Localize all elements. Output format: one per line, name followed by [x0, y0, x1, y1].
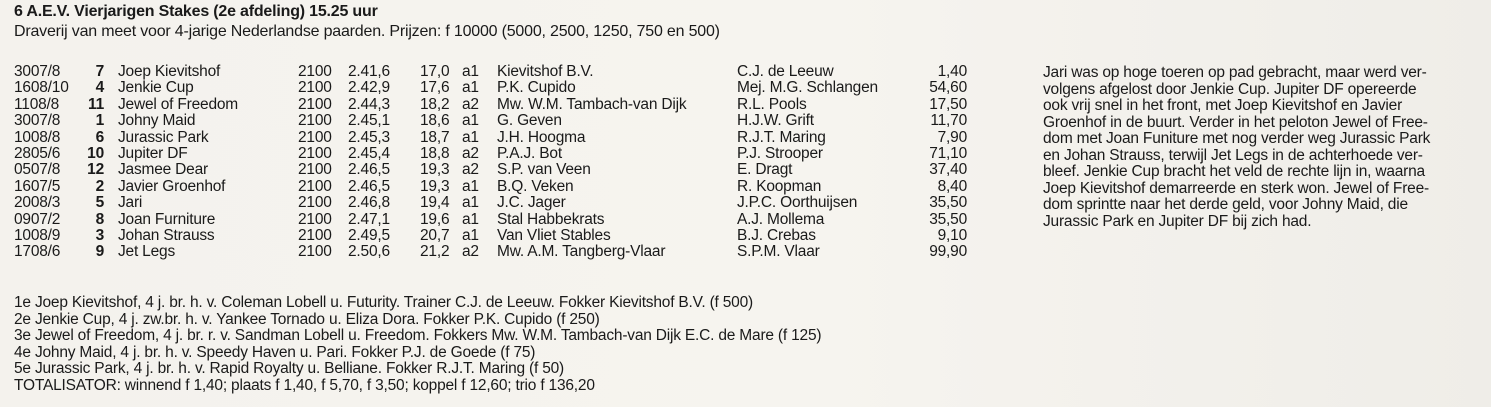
result-time: 2.50,6: [348, 243, 390, 261]
report-line: dom met Joan Funiture met nog verder weg Jurassic Park: [1043, 130, 1431, 147]
result-owner: B.Q. Veken: [497, 177, 574, 195]
placing-line: 4e Johny Maid, 4 j. br. h. v. Speedy Haven u. Pari. Fokker P.J. de Goede (f 75): [14, 343, 536, 361]
result-date: 3007/8: [14, 63, 61, 80]
result-distance: 2100: [298, 145, 332, 163]
result-number: 2: [95, 177, 104, 195]
result-code: a1: [462, 79, 479, 97]
result-horse: Johny Maid: [118, 112, 196, 130]
result-km-time: 18,8: [420, 145, 450, 163]
result-time: 2.47,1: [348, 210, 390, 228]
result-owner: G. Geven: [497, 112, 562, 130]
result-odds: 35,50: [929, 210, 967, 228]
result-odds: 11,70: [930, 112, 967, 130]
result-number: 12: [87, 161, 104, 179]
result-horse: Jari: [118, 194, 143, 212]
result-number: 1: [95, 112, 104, 130]
result-horse: Jenkie Cup: [118, 79, 194, 97]
table-row: [14, 97, 967, 113]
result-owner: P.A.J. Bot: [497, 145, 562, 163]
result-code: a1: [462, 128, 479, 146]
result-number: 6: [95, 128, 104, 146]
result-date: 1108/8: [14, 95, 60, 113]
result-owner: Kievitshof B.V.: [497, 63, 594, 80]
result-number: 3: [95, 227, 104, 245]
result-distance: 2100: [298, 243, 332, 261]
result-odds: 1,40: [937, 63, 967, 80]
race-title: 6 A.E.V. Vierjarigen Stakes (2e afdeling) 15.25 uur: [14, 3, 378, 20]
result-distance: 2100: [298, 210, 332, 228]
results-table: [14, 64, 967, 261]
result-driver: A.J. Mollema: [737, 210, 825, 228]
report-line: Jari was op hoge toeren op pad gebracht, maar werd ver-: [1043, 64, 1427, 81]
result-odds: 8,40: [937, 177, 967, 195]
report-line: Jurassic Park en Jupiter DF bij zich had.: [1043, 212, 1312, 230]
result-odds: 35,50: [929, 194, 967, 212]
result-time: 2.45,4: [348, 145, 390, 163]
result-date: 1607/5: [14, 177, 61, 195]
totalisator-line: TOTALISATOR: winnend f 1,40; plaats f 1,40, f 5,70, f 3,50; koppel f 12,60; trio f 136,20: [14, 376, 595, 394]
result-owner: Stal Habbekrats: [497, 210, 605, 228]
result-date: 2008/3: [14, 194, 61, 212]
result-km-time: 17,6: [420, 79, 450, 97]
placing-line: 2e Jenkie Cup, 4 j. zw.br. h. v. Yankee Tornado u. Eliza Dora. Fokker P.K. Cupido (f 250): [14, 310, 600, 328]
placing-line: 1e Joep Kievitshof, 4 j. br. h. v. Coleman Lobell u. Futurity. Trainer C.J. de Leeuw. Fokker Kievitshof B.V. (f 500): [14, 294, 753, 311]
result-odds: 71,10: [929, 145, 967, 163]
result-km-time: 18,7: [420, 128, 450, 146]
result-horse: Jasmee Dear: [118, 161, 208, 179]
result-owner: J.C. Jager: [497, 194, 566, 212]
result-driver: R.L. Pools: [737, 95, 807, 113]
result-distance: 2100: [298, 63, 332, 80]
result-driver: P.J. Strooper: [737, 145, 823, 163]
result-time: 2.49,5: [348, 227, 390, 245]
result-horse: Javier Groenhof: [118, 177, 226, 195]
result-distance: 2100: [298, 112, 332, 130]
report-line: bleef. Jenkie Cup bracht het veld de rechte lijn in, waarna: [1043, 163, 1425, 180]
result-number: 11: [88, 95, 104, 113]
table-row: [14, 162, 967, 178]
result-code: a2: [462, 161, 479, 179]
result-horse: Johan Strauss: [118, 227, 215, 245]
result-time: 2.45,3: [348, 128, 390, 146]
result-code: a1: [462, 177, 479, 195]
table-row: [14, 80, 967, 96]
report-line: en Johan Strauss, terwijl Jet Legs in de achterhoede ver-: [1043, 146, 1423, 164]
table-row: [14, 64, 967, 80]
result-date: 1608/10: [14, 79, 69, 97]
result-time: 2.41,6: [348, 63, 390, 80]
race-report: [1043, 65, 1483, 230]
result-km-time: 19,3: [420, 177, 450, 195]
result-code: a2: [462, 145, 479, 163]
result-distance: 2100: [298, 128, 332, 146]
result-owner: P.K. Cupido: [497, 79, 576, 97]
result-code: a1: [462, 210, 479, 228]
placings-summary: [14, 295, 821, 394]
result-owner: S.P. van Veen: [497, 161, 591, 179]
result-number: 7: [95, 63, 104, 80]
result-km-time: 19,6: [420, 210, 450, 228]
result-owner: Mw. W.M. Tambach-van Dijk: [497, 95, 687, 113]
placing-line: 3e Jewel of Freedom, 4 j. br. r. v. Sandman Lobell u. Freedom. Fokkers Mw. W.M. Tambach-van Dijk E.C. de Mare (f 125): [14, 327, 822, 344]
result-date: 3007/8: [14, 112, 61, 130]
result-time: 2.46,8: [348, 194, 390, 212]
table-row: [14, 228, 967, 244]
report-line: Groenhof in de buurt. Verder in het peloton Jewel of Free-: [1043, 113, 1428, 131]
result-owner: Van Vliet Stables: [497, 227, 611, 245]
result-driver: Mej. M.G. Schlangen: [737, 79, 878, 97]
result-odds: 17,50: [929, 95, 967, 113]
result-code: a1: [462, 112, 479, 130]
result-distance: 2100: [298, 161, 332, 179]
report-line: volgens afgelost door Jenkie Cup. Jupiter DF opereerde: [1043, 80, 1417, 98]
result-number: 5: [95, 194, 104, 212]
result-distance: 2100: [298, 194, 332, 212]
result-date: 0907/2: [14, 210, 61, 228]
result-km-time: 18,6: [420, 112, 450, 130]
table-row: [14, 113, 967, 129]
result-owner: J.H. Hoogma: [497, 128, 586, 146]
result-date: 0507/8: [14, 161, 61, 179]
result-date: 2805/6: [14, 145, 61, 163]
result-number: 8: [95, 210, 104, 228]
result-distance: 2100: [298, 79, 332, 97]
result-horse: Joan Furniture: [118, 210, 216, 228]
result-horse: Jet Legs: [118, 243, 175, 261]
result-code: a2: [462, 243, 479, 261]
result-number: 10: [87, 145, 104, 163]
result-number: 4: [95, 79, 104, 97]
result-horse: Jupiter DF: [118, 145, 188, 163]
result-owner: Mw. A.M. Tangberg-Vlaar: [497, 243, 666, 261]
result-odds: 7,90: [937, 128, 967, 146]
result-driver: R. Koopman: [737, 177, 822, 195]
table-row: [14, 195, 967, 211]
result-time: 2.45,1: [348, 112, 390, 130]
result-km-time: 19,4: [420, 194, 450, 212]
result-date: 1708/6: [14, 243, 61, 261]
result-code: a1: [462, 63, 479, 80]
result-number: 9: [95, 243, 104, 261]
result-horse: Jewel of Freedom: [118, 95, 238, 113]
report-line: ook vrij snel in het front, met Joep Kievitshof en Javier: [1043, 97, 1403, 114]
result-time: 2.46,5: [348, 161, 390, 179]
result-driver: C.J. de Leeuw: [737, 63, 834, 80]
result-km-time: 17,0: [420, 63, 450, 80]
result-distance: 2100: [298, 227, 332, 245]
table-row: [14, 130, 967, 146]
result-odds: 9,10: [937, 227, 967, 245]
table-row: [14, 244, 967, 260]
race-subtitle: Draverij van meet voor 4-jarige Nederlandse paarden. Prijzen: f 10000 (5000, 2500, 1250, 750 en 500): [14, 23, 720, 40]
result-horse: Jurassic Park: [118, 128, 209, 146]
result-distance: 2100: [298, 177, 332, 195]
result-driver: J.P.C. Oorthuijsen: [737, 194, 858, 212]
report-line: Joep Kievitshof demarreerde en sterk won. Jewel of Free-: [1043, 179, 1429, 197]
result-code: a2: [462, 95, 479, 113]
result-driver: B.J. Crebas: [737, 227, 816, 245]
result-code: a1: [462, 227, 479, 245]
result-code: a1: [462, 194, 479, 212]
result-driver: S.P.M. Vlaar: [737, 243, 820, 261]
result-odds: 37,40: [929, 161, 967, 179]
result-date: 1008/8: [14, 128, 61, 146]
result-km-time: 21,2: [420, 243, 450, 261]
result-time: 2.46,5: [348, 177, 390, 195]
result-driver: H.J.W. Grift: [737, 112, 814, 130]
result-time: 2.44,3: [348, 95, 390, 113]
result-time: 2.42,9: [348, 79, 390, 97]
result-distance: 2100: [298, 95, 332, 113]
table-row: [14, 179, 967, 195]
result-odds: 54,60: [929, 79, 967, 97]
report-line: dom sprintte naar het derde geld, voor Johny Maid, die: [1043, 196, 1408, 213]
result-horse: Joep Kievitshof: [118, 63, 221, 80]
result-km-time: 19,3: [420, 161, 450, 179]
result-driver: R.J.T. Maring: [737, 128, 826, 146]
result-driver: E. Dragt: [737, 161, 793, 179]
table-row: [14, 212, 967, 228]
table-row: [14, 146, 967, 162]
result-km-time: 20,7: [420, 227, 450, 245]
result-date: 1008/9: [14, 227, 61, 245]
result-km-time: 18,2: [420, 95, 450, 113]
result-odds: 99,90: [929, 243, 967, 261]
placing-line: 5e Jurassic Park, 4 j. br. h. v. Rapid Royalty u. Belliane. Fokker R.J.T. Maring (f 50): [14, 360, 565, 377]
